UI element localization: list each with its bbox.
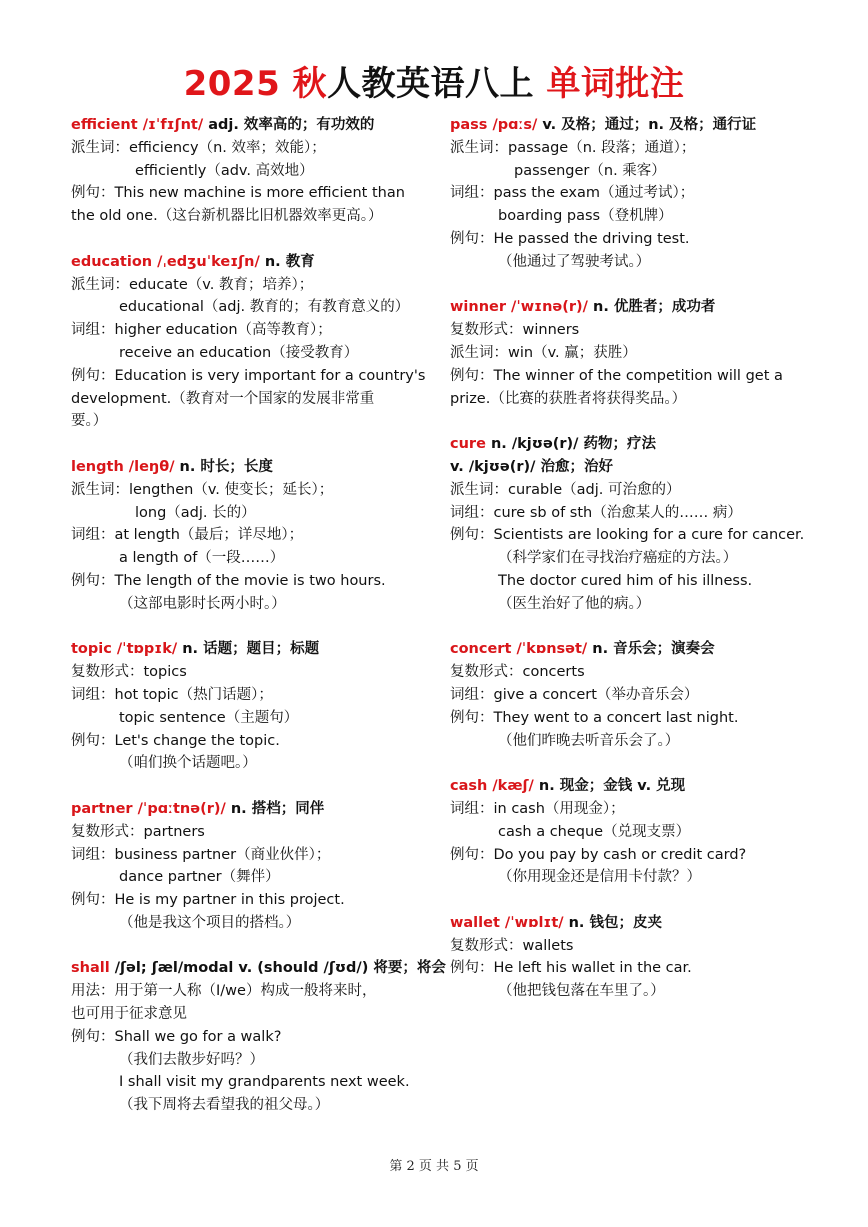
entry-line: passenger（n. 乘客） xyxy=(514,162,666,179)
headword: efficient /ɪˈfɪʃnt/ xyxy=(71,117,204,133)
title-topic: 单词批注 xyxy=(546,64,685,104)
entry-spacer xyxy=(71,775,431,798)
title-course: 人教英语八上 xyxy=(327,64,547,104)
entry-line: a length of（一段……） xyxy=(119,550,285,567)
entry-spacer xyxy=(450,616,830,639)
entry-line: v. /kjʊə(r)/ 治愈；治好 xyxy=(450,458,614,475)
headword: length /leŋθ/ xyxy=(71,458,175,475)
headword-line xyxy=(450,638,830,661)
entry-line: （你用现金还是信用卡付款？） xyxy=(498,869,701,886)
entry-line: 用法：用于第一人称（I/we）构成一般将来时， xyxy=(71,983,377,1000)
headword-definition: n. 钱包；皮夹 xyxy=(563,914,662,931)
headword: concert /ˈkɒnsət/ xyxy=(450,641,588,658)
right-column xyxy=(450,114,830,1003)
entry-line: 例句：Do you pay by cash or credit card? xyxy=(450,846,747,863)
headword: pass /pɑːs/ xyxy=(450,117,538,133)
entry-line: 例句：Shall we go for a walk? xyxy=(71,1028,282,1045)
entry-spacer xyxy=(71,433,431,456)
entry-spacer xyxy=(450,410,830,433)
entry-line: 例句：He passed the driving test. xyxy=(450,230,690,247)
entry-line: efficiently（adv. 高效地） xyxy=(135,162,314,179)
headword: shall xyxy=(71,960,110,977)
headword-line xyxy=(71,638,431,661)
headword: education /ˌedʒuˈkeɪʃn/ xyxy=(71,253,260,270)
entry-line: The doctor cured him of his illness. xyxy=(498,572,753,589)
title-year-season: 2025 秋 xyxy=(183,64,328,104)
headword-line xyxy=(450,433,830,456)
headword-line xyxy=(450,775,830,798)
entry-line: （他是我这个项目的搭档。） xyxy=(119,914,301,931)
entry-line: 复数形式：winners xyxy=(450,322,580,339)
entry-line: （这部电影时长两小时。） xyxy=(119,595,286,612)
headword: winner /ˈwɪnə(r)/ xyxy=(450,299,588,316)
entry-line: 词组：business partner（商业伙伴）； xyxy=(71,846,331,863)
headword-line xyxy=(71,456,431,479)
word-entry-partner xyxy=(71,798,431,935)
entry-line: 例句：Scientists are looking for a cure for cancer. xyxy=(450,527,805,544)
entry-line: 派生词：passage（n. 段落；通道）； xyxy=(450,139,696,156)
headword: cash /kæʃ/ xyxy=(450,778,534,795)
headword-definition: n. 优胜者；成功者 xyxy=(587,299,716,316)
headword-definition: n. 音乐会；演奏会 xyxy=(587,641,715,658)
entry-line: （我下周将去看望我的祖父母。） xyxy=(119,1097,330,1114)
entry-line: 派生词：lengthen（v. 使变长；延长）； xyxy=(71,481,334,498)
entry-line: 例句：They went to a concert last night. xyxy=(450,709,739,726)
entry-spacer xyxy=(450,752,830,775)
entry-line: 也可用于征求意见 xyxy=(71,1006,187,1023)
headword-definition: n. 话题；题目；标题 xyxy=(177,641,320,658)
headword-line xyxy=(71,957,446,980)
entry-spacer xyxy=(71,616,431,639)
entry-line: 词组：in cash（用现金）； xyxy=(450,800,625,817)
entry-line: receive an education（接受教育） xyxy=(119,344,359,361)
entry-line: 词组：at length（最后；详尽地）； xyxy=(71,527,304,544)
entry-line: 例句：The length of the movie is two hours. xyxy=(71,572,386,589)
entry-line: 例句：He is my partner in this project. xyxy=(71,892,345,909)
entry-line: 派生词：win（v. 赢；获胜） xyxy=(450,344,637,361)
word-entry-cash xyxy=(450,775,830,889)
word-entry-winner xyxy=(450,296,830,410)
headword-definition: n. 教育 xyxy=(259,253,315,270)
entry-line: boarding pass（登机牌） xyxy=(498,208,673,225)
entry-line: （他们昨晚去听音乐会了。） xyxy=(498,732,680,749)
entry-line: educational（adj. 教育的；有教育意义的） xyxy=(119,299,410,316)
entry-spacer xyxy=(450,889,830,912)
entry-line: 复数形式：concerts xyxy=(450,664,585,681)
word-entry-wallet xyxy=(450,912,830,1003)
left-column xyxy=(71,114,446,1117)
page-footer: 第 2 页 共 5 页 xyxy=(389,1159,479,1174)
page-title xyxy=(0,62,868,106)
entry-line: 要。） xyxy=(71,413,108,430)
word-entry-shall xyxy=(71,957,446,1117)
entry-line: 词组：hot topic（热门话题）； xyxy=(71,686,273,703)
entry-line: the old one.（这台新机器比旧机器效率更高。） xyxy=(71,208,383,225)
word-entry-cure xyxy=(450,433,830,615)
entry-line: 派生词：educate（v. 教育；培养）； xyxy=(71,276,314,293)
headword-line xyxy=(71,114,431,137)
word-entry-efficient xyxy=(71,114,431,228)
entry-line: 例句：This new machine is more efficient than xyxy=(71,185,405,202)
headword-definition: n. 现金；金钱 v. 兑现 xyxy=(533,778,686,795)
headword-definition: /ʃəl; ʃæl/modal v. (should /ʃʊd/) 将要；将会 xyxy=(109,960,446,977)
entry-line: 派生词：efficiency（n. 效率；效能）； xyxy=(71,139,326,156)
entry-line: topic sentence（主题句） xyxy=(119,709,299,726)
headword-line xyxy=(450,114,830,137)
entry-line: cash a cheque（兑现支票） xyxy=(498,823,691,840)
entry-line: （他通过了驾驶考试。） xyxy=(498,253,651,270)
word-entry-pass xyxy=(450,114,830,274)
entry-line: 词组：pass the exam（通过考试）； xyxy=(450,185,695,202)
entry-line: 例句：Education is very important for a country's xyxy=(71,367,426,384)
headword-definition: n. 搭档；同伴 xyxy=(225,800,325,817)
entry-line: dance partner（舞伴） xyxy=(119,869,280,886)
entry-line: 例句：Let's change the topic. xyxy=(71,732,280,749)
entry-spacer xyxy=(71,228,431,251)
entry-line: （咱们换个话题吧。） xyxy=(119,755,257,772)
word-entry-concert xyxy=(450,638,830,752)
entry-line: 例句：He left his wallet in the car. xyxy=(450,960,692,977)
word-entry-topic xyxy=(71,638,431,775)
entry-line: 词组：higher education（高等教育）； xyxy=(71,322,332,339)
entry-line: （我们去散步好吗？） xyxy=(119,1051,264,1068)
entry-line: 复数形式：wallets xyxy=(450,937,574,954)
entry-line: （科学家们在寻找治疗癌症的方法。） xyxy=(498,550,738,567)
entry-line: 词组：cure sb of sth（治愈某人的…… 病） xyxy=(450,504,742,521)
entry-line: 复数形式：partners xyxy=(71,823,205,840)
entry-line: （他把钱包落在车里了。） xyxy=(498,983,665,1000)
entry-line: 复数形式：topics xyxy=(71,664,187,681)
headword-line xyxy=(71,798,431,821)
entry-line: 词组：give a concert（举办音乐会） xyxy=(450,686,699,703)
headword-line xyxy=(450,296,830,319)
entry-line: I shall visit my grandparents next week. xyxy=(119,1074,410,1091)
headword-definition: adj. 效率高的；有功效的 xyxy=(203,117,375,133)
word-entry-education xyxy=(71,251,431,433)
word-entry-length xyxy=(71,456,431,616)
headword-line xyxy=(450,912,830,935)
headword-definition: v. 及格；通过；n. 及格；通行证 xyxy=(537,117,757,133)
headword: partner /ˈpɑːtnə(r)/ xyxy=(71,800,226,817)
headword-definition: n. /kjʊə(r)/ 药物；疗法 xyxy=(485,436,657,453)
entry-line: long（adj. 长的） xyxy=(135,504,256,521)
headword-line xyxy=(71,251,431,274)
headword: wallet /ˈwɒlɪt/ xyxy=(450,914,564,931)
headword: topic /ˈtɒpɪk/ xyxy=(71,641,178,658)
headword: cure xyxy=(450,436,486,453)
entry-line: 派生词：curable（adj. 可治愈的） xyxy=(450,481,681,498)
entry-spacer xyxy=(71,935,431,958)
entry-line: development.（教育对一个国家的发展非常重 xyxy=(71,390,375,407)
entry-line: （医生治好了他的病。） xyxy=(498,595,651,612)
headword-definition: n. 时长；长度 xyxy=(174,458,273,475)
entry-line: prize.（比赛的获胜者将获得奖品。） xyxy=(450,390,687,407)
entry-line: 例句：The winner of the competition will get a xyxy=(450,367,783,384)
entry-spacer xyxy=(450,274,830,297)
